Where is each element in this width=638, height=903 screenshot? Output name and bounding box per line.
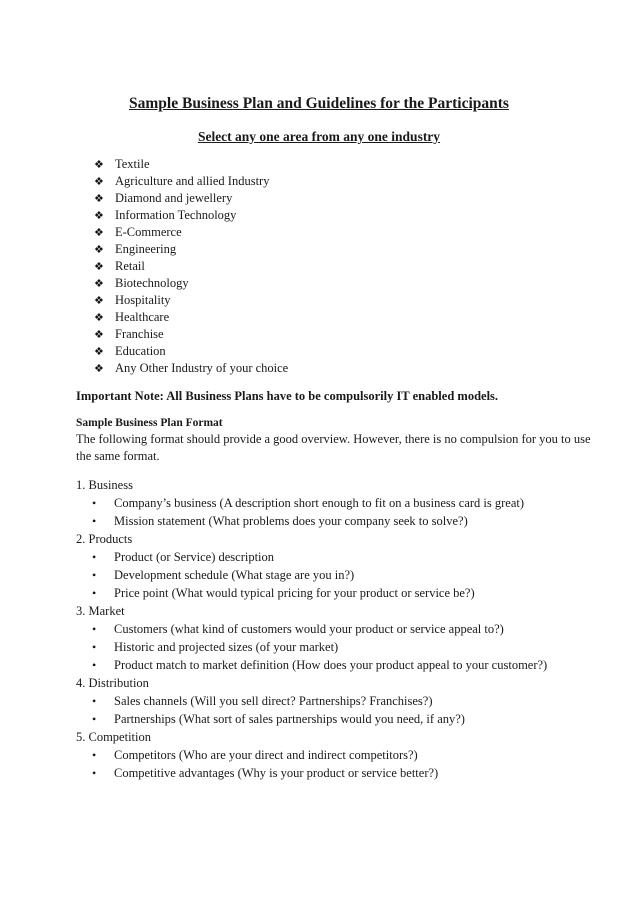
industry-label: Diamond and jewellery bbox=[115, 191, 233, 205]
format-intro: The following format should provide a good overview. However, there is no compulsion for you to use the same format. bbox=[76, 432, 591, 463]
industry-item bbox=[94, 309, 288, 326]
bullet-text: Historic and projected sizes (of your market) bbox=[114, 640, 339, 654]
bullet-dot-icon: • bbox=[92, 496, 97, 510]
industry-label: E-Commerce bbox=[115, 225, 182, 239]
section-title: 4. Distribution bbox=[76, 676, 149, 690]
diamond-bullet-icon: ❖ bbox=[94, 227, 104, 239]
industry-label: Education bbox=[115, 344, 166, 358]
bullet-dot-icon: • bbox=[92, 622, 97, 636]
industry-item bbox=[94, 258, 288, 275]
section-bullet-list bbox=[76, 746, 547, 782]
plan-section bbox=[76, 674, 547, 728]
industry-label: Healthcare bbox=[115, 310, 170, 324]
diamond-bullet-icon: ❖ bbox=[94, 363, 104, 375]
industry-item bbox=[94, 156, 288, 173]
bullet-dot-icon: • bbox=[92, 748, 97, 762]
industry-label: Any Other Industry of your choice bbox=[115, 361, 289, 375]
section-title: 3. Market bbox=[76, 604, 125, 618]
section-title: 5. Competition bbox=[76, 730, 151, 744]
bullet-text: Partnerships (What sort of sales partnerships would you need, if any?) bbox=[114, 712, 465, 726]
section-bullet-item bbox=[76, 764, 547, 782]
industry-label: Hospitality bbox=[115, 293, 171, 307]
bullet-dot-icon: • bbox=[92, 586, 97, 600]
section-title: 2. Products bbox=[76, 532, 133, 546]
industry-label: Franchise bbox=[115, 327, 164, 341]
diamond-bullet-icon: ❖ bbox=[94, 176, 104, 188]
industry-label: Agriculture and allied Industry bbox=[115, 174, 270, 188]
plan-section bbox=[76, 602, 547, 674]
bullet-dot-icon: • bbox=[92, 694, 97, 708]
bullet-text: Company’s business (A description short enough to fit on a business card is great) bbox=[114, 496, 525, 510]
plan-section bbox=[76, 476, 547, 530]
important-note: Important Note: All Business Plans have to be compulsorily IT enabled models. bbox=[76, 389, 499, 403]
industry-label: Information Technology bbox=[115, 208, 237, 222]
section-bullet-list bbox=[76, 620, 547, 674]
industry-item bbox=[94, 292, 288, 309]
diamond-bullet-icon: ❖ bbox=[94, 244, 104, 256]
section-bullet-list bbox=[76, 548, 547, 602]
bullet-text: Competitors (Who are your direct and indirect competitors?) bbox=[114, 748, 418, 762]
industry-item bbox=[94, 275, 288, 292]
section-bullet-item bbox=[76, 584, 547, 602]
plan-section bbox=[76, 530, 547, 602]
section-bullet-item bbox=[76, 566, 547, 584]
bullet-text: Product (or Service) description bbox=[114, 550, 275, 564]
bullet-dot-icon: • bbox=[92, 640, 97, 654]
industry-item bbox=[94, 326, 288, 343]
bullet-text: Competitive advantages (Why is your product or service better?) bbox=[114, 766, 439, 780]
industry-list bbox=[94, 156, 288, 377]
bullet-text: Price point (What would typical pricing for your product or service be?) bbox=[114, 586, 475, 600]
industry-label: Biotechnology bbox=[115, 276, 189, 290]
plan-section bbox=[76, 728, 547, 782]
industry-item bbox=[94, 173, 288, 190]
diamond-bullet-icon: ❖ bbox=[94, 295, 104, 307]
section-bullet-item bbox=[76, 746, 547, 764]
format-heading: Sample Business Plan Format bbox=[76, 417, 223, 429]
diamond-bullet-icon: ❖ bbox=[94, 346, 104, 358]
bullet-dot-icon: • bbox=[92, 550, 97, 564]
industry-item bbox=[94, 224, 288, 241]
diamond-bullet-icon: ❖ bbox=[94, 261, 104, 273]
bullet-text: Sales channels (Will you sell direct? Partnerships? Franchises?) bbox=[114, 694, 433, 708]
plan-sections bbox=[76, 476, 547, 782]
bullet-text: Customers (what kind of customers would your product or service appeal to?) bbox=[114, 622, 504, 636]
document-subtitle: Select any one area from any one industry bbox=[197, 129, 441, 144]
diamond-bullet-icon: ❖ bbox=[94, 159, 104, 171]
section-bullet-item bbox=[76, 638, 547, 656]
bullet-dot-icon: • bbox=[92, 766, 97, 780]
section-title: 1. Business bbox=[76, 478, 133, 492]
bullet-dot-icon: • bbox=[92, 712, 97, 726]
bullet-dot-icon: • bbox=[92, 568, 97, 582]
industry-label: Textile bbox=[115, 157, 150, 171]
bullet-text: Development schedule (What stage are you in?) bbox=[114, 568, 355, 582]
section-bullet-item bbox=[76, 620, 547, 638]
bullet-dot-icon: • bbox=[92, 658, 97, 672]
section-bullet-item bbox=[76, 494, 547, 512]
document-title: Sample Business Plan and Guidelines for the Participants bbox=[129, 95, 509, 112]
section-bullet-item bbox=[76, 692, 547, 710]
industry-item bbox=[94, 360, 288, 377]
industry-item bbox=[94, 343, 288, 360]
bullet-text: Mission statement (What problems does your company seek to solve?) bbox=[114, 514, 468, 528]
section-bullet-item bbox=[76, 548, 547, 566]
section-bullet-list bbox=[76, 692, 547, 728]
section-bullet-item bbox=[76, 656, 547, 674]
bullet-text: Product match to market definition (How does your product appeal to your customer?) bbox=[114, 658, 548, 672]
industry-item bbox=[94, 241, 288, 258]
industry-item bbox=[94, 207, 288, 224]
section-bullet-list bbox=[76, 494, 547, 530]
diamond-bullet-icon: ❖ bbox=[94, 193, 104, 205]
section-bullet-item bbox=[76, 512, 547, 530]
section-bullet-item bbox=[76, 710, 547, 728]
industry-item bbox=[94, 190, 288, 207]
bullet-dot-icon: • bbox=[92, 514, 97, 528]
diamond-bullet-icon: ❖ bbox=[94, 312, 104, 324]
diamond-bullet-icon: ❖ bbox=[94, 329, 104, 341]
diamond-bullet-icon: ❖ bbox=[94, 278, 104, 290]
industry-label: Engineering bbox=[115, 242, 177, 256]
industry-label: Retail bbox=[115, 259, 145, 273]
diamond-bullet-icon: ❖ bbox=[94, 210, 104, 222]
